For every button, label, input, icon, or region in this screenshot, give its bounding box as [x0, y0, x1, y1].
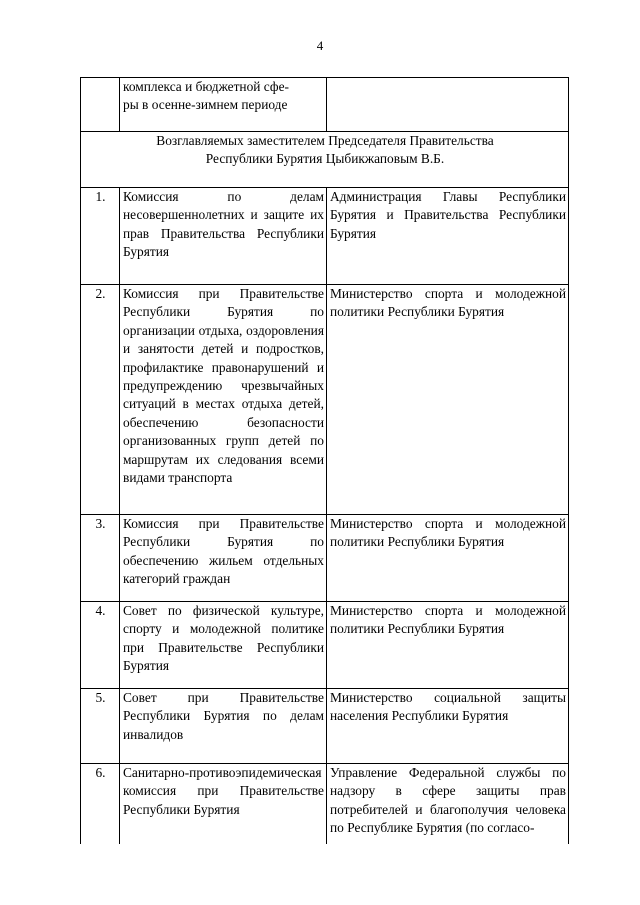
commission-name: Санитарно-противоэпидемическая комиссия при Правительстве Республики Бурятия — [120, 764, 327, 844]
responsible-org: Министерство спорта и молодежной политики Республики Бурятия — [327, 602, 569, 689]
commission-name: Совет по физической культуре, спорту и молодежной политике при Правительстве Республики Бурятия — [120, 602, 327, 689]
continuation-line-2: ры в осенне-зимнем периоде — [123, 97, 288, 113]
commission-name-cell — [120, 78, 327, 132]
responsible-org: Управление Федеральной службы по надзору в сфере защиты прав потребителей и благополучия человека по Республике Бурятия (по согласо- — [327, 764, 569, 844]
row-number: 3. — [81, 515, 120, 602]
page-number: 4 — [316, 38, 324, 53]
responsible-org: Министерство спорта и молодежной политики Республики Бурятия — [327, 515, 569, 602]
row-number: 5. — [81, 689, 120, 764]
row-number: 2. — [81, 285, 120, 515]
section-header-row — [81, 132, 569, 188]
table-row — [81, 515, 569, 602]
section-header-line-1: Возглавляемых заместителем Председателя Правительства — [156, 133, 494, 148]
commission-name: Комиссия при Правительстве Республики Бурятия по организации отдыха, оздоровления и занятости детей и подростков, профилактике правонарушений и предупреждению чрезвычайных ситуаций в местах отдыха детей, обеспечению безопасности организованных групп детей по маршрутам их следования всеми видами транспорта — [120, 285, 327, 515]
continuation-line-1: комплекса и бюджетной сфе- — [123, 79, 289, 94]
table-row — [81, 188, 569, 285]
table-row — [81, 285, 569, 515]
table-row — [81, 602, 569, 689]
commission-name: Совет при Правительстве Республики Бурятия по делам инвалидов — [120, 689, 327, 764]
commission-name: Комиссия при Правительстве Республики Бурятия по обеспечению жильем отдельных категорий граждан — [120, 515, 327, 602]
row-number: 1. — [81, 188, 120, 285]
table-row — [81, 689, 569, 764]
responsible-org: Администрация Главы Республики Бурятия и Правительства Республики Бурятия — [327, 188, 569, 285]
commission-name: Комиссия по делам несовершеннолетних и защите их прав Правительства Республики Бурятия — [120, 188, 327, 285]
responsible-org: Министерство социальной защиты населения Республики Бурятия — [327, 689, 569, 764]
row-number: 4. — [81, 602, 120, 689]
row-number: 6. — [81, 764, 120, 844]
responsible-org: Министерство спорта и молодежной политики Республики Бурятия — [327, 285, 569, 515]
table-row — [81, 764, 569, 844]
row-number-cell — [81, 78, 120, 132]
section-header — [81, 132, 569, 188]
continuation-row — [81, 78, 569, 132]
section-header-line-2: Республики Бурятия Цыбикжаповым В.Б. — [205, 151, 445, 167]
commissions-table — [80, 77, 569, 844]
responsible-org-cell — [327, 78, 569, 132]
